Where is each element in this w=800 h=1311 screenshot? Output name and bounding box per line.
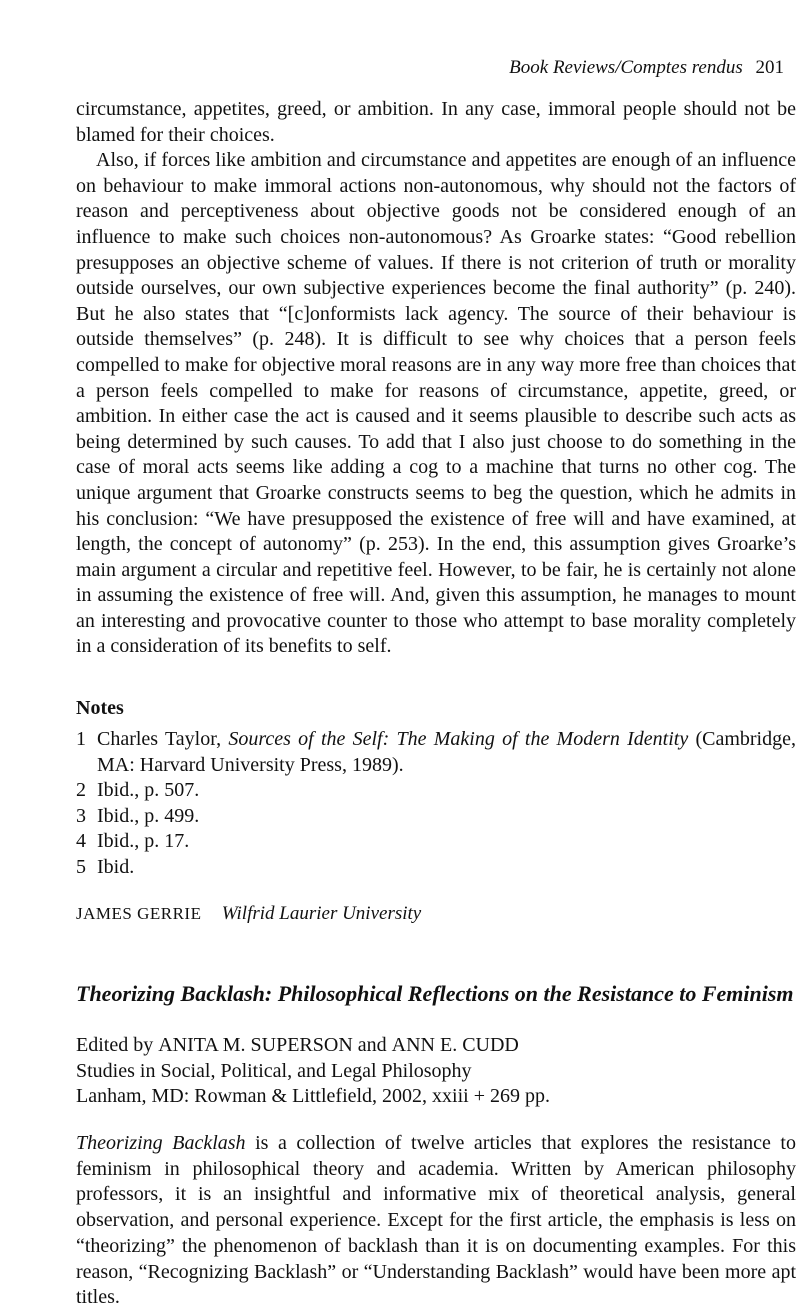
paragraph-1: circumstance, appetites, greed, or ambition. In any case, immoral people should not be blamed for their choices. <box>76 98 796 146</box>
review-paragraph-text: is a collection of twelve articles that explores the resistance to feminism in philosophical theory and academia. Written by American philosophy professors, it is an insightful and informative mix of theoretical analysis, general observation, and personal experience. Except for the first article, the emphasis is less on “theorizing” the phenomenon of backlash than it is on documenting examples. For this reason, “Recognizing Backlash” or “Understanding Backlash” would have been more apt titles. <box>76 1132 796 1309</box>
editor-name: ANITA M. SUPERSON <box>158 1034 353 1056</box>
note-text: Ibid. <box>97 855 135 878</box>
paragraph-2: Also, if forces like ambition and circumstance and appetites are enough of an influence on behaviour to make immoral actions non-autonomous, why should not the factors of reason and perceptiveness about objective goods not be considered enough of an influence to make such choices non-autonomous? As Groarke states: “Good rebellion presupposes an objective scheme of values. If there is not criterion of truth or morality outside ourselves, our own subjective experiences become the final authority” (p. 240). But he also states that “[c]onformists lack agency. The source of their behaviour is outside themselves” (p. 248). It is difficult to see why choices that a person feels compelled to make for objective moral reasons are in any way more free than choices that a person feels compelled to make for reasons of circumstance, appetite, greed, or ambition. In either case the act is caused and it seems plausible to describe such acts as being determined by such causes. To add that I also just choose to do something in the case of moral acts seems like adding a cog to a machine that turns no other cog. The unique argument that Groarke constructs seems to beg the question, which he admits in his conclusion: “We have presupposed the existence of free will and have examined, at length, the concept of autonomy” (p. 253). In the end, this assumption gives Groarke’s main argument a circular and repetitive feel. However, to be fair, he is certainly not alone in assuming the existence of free will. And, given this assumption, he manages to mount an interesting and provocative counter to those who attempt to base morality completely in a consideration of its benefits to self. <box>76 149 796 658</box>
note-number: 4 <box>76 830 86 852</box>
reviewer-affiliation: Wilfrid Laurier University <box>221 903 422 924</box>
notes-heading: Notes <box>76 697 124 719</box>
and-label: and <box>352 1034 392 1056</box>
review-book-title: Theorizing Backlash <box>76 1132 246 1154</box>
book-title: Theorizing Backlash: Philosophical Reflections on the Resistance to Feminism <box>76 981 794 1006</box>
reviewer-name: JAMES GERRIE <box>76 904 202 923</box>
publisher-line: Lanham, MD: Rowman & Littlefield, 2002, xxiii + 269 pp. <box>76 1085 551 1107</box>
note-number: 1 <box>76 728 86 750</box>
edited-by-label: Edited by <box>76 1034 159 1056</box>
reviewer-signature <box>76 903 421 925</box>
running-title: Book Reviews/Comptes rendus <box>509 57 743 78</box>
editor-name: ANN E. CUDD <box>391 1034 519 1056</box>
note-item <box>76 727 796 778</box>
note-item <box>76 804 796 830</box>
book-metadata <box>76 1033 796 1110</box>
note-text: Ibid., p. 507. <box>97 779 200 801</box>
note-text: Ibid., p. 17. <box>97 830 190 852</box>
review-continuation <box>76 97 796 660</box>
note-item <box>76 778 796 804</box>
page-number: 201 <box>755 57 784 78</box>
note-item <box>76 855 796 881</box>
note-book-title: Sources of the Self: The Making of the Modern Identity <box>228 728 689 750</box>
note-number: 2 <box>76 779 86 801</box>
review-body <box>76 1131 796 1311</box>
series-line: Studies in Social, Political, and Legal Philosophy <box>76 1059 472 1082</box>
notes-list <box>76 727 796 880</box>
note-text: (Cambridge, MA: Harvard University Press, 1989). <box>97 728 796 776</box>
page-header <box>509 56 784 80</box>
review-paragraph <box>76 1131 796 1311</box>
editors-line <box>76 1033 796 1059</box>
note-text: Ibid., p. 499. <box>97 804 200 827</box>
note-number: 5 <box>76 855 86 878</box>
note-item <box>76 829 796 855</box>
note-text: Charles Taylor, <box>97 728 229 750</box>
note-number: 3 <box>76 804 86 827</box>
